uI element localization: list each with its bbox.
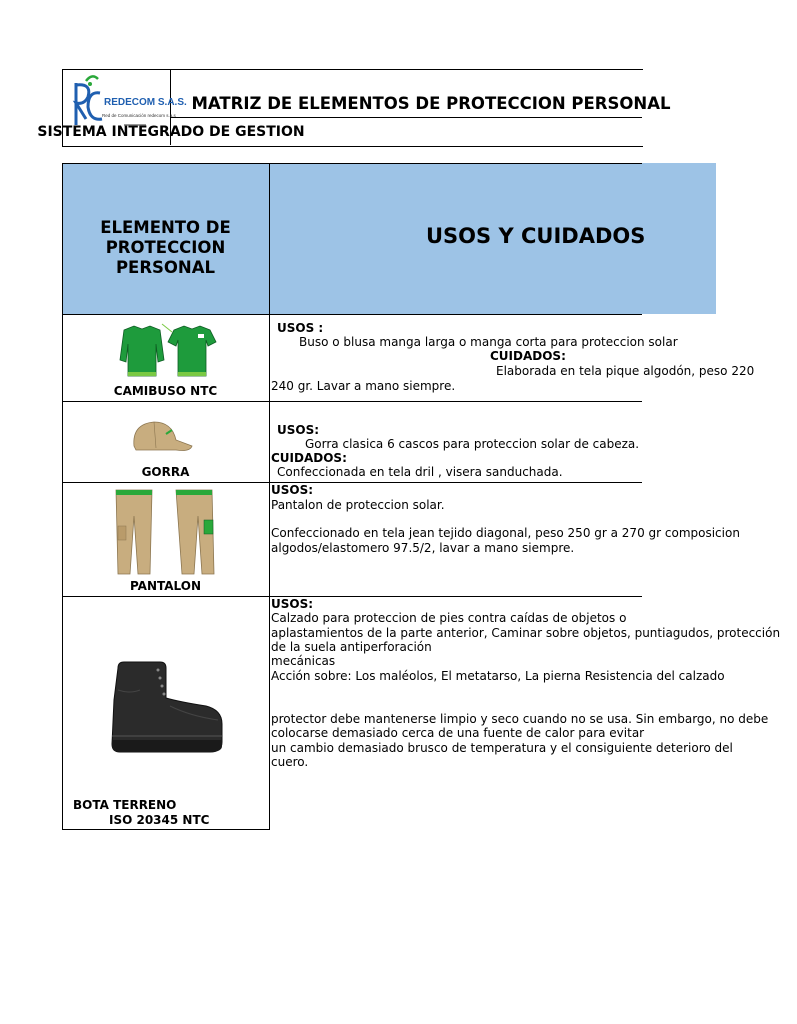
cuidados-text: Confeccionada en tela dril , visera sanduchada.	[277, 465, 563, 479]
row-border	[62, 829, 270, 830]
usos-text: Calzado para proteccion de pies contra caídas de objetos o	[271, 611, 627, 625]
cuidados-text: protector debe mantenerse limpio y seco cuando no se usa. Sin embargo, no debe	[271, 712, 769, 726]
cuidados-label: CUIDADOS:	[490, 349, 566, 363]
header-top-border	[270, 163, 642, 164]
column-divider	[269, 163, 270, 830]
cuidados-text: colocarse demasiado cerca de una fuente de calor para evitar	[271, 726, 645, 740]
usos-text: Gorra clasica 6 cascos para proteccion solar de cabeza.	[305, 437, 640, 451]
cap-icon	[128, 416, 196, 460]
item-name: GORRA	[141, 465, 190, 479]
usos-text: mecánicas	[271, 654, 336, 668]
boot-icon	[110, 660, 228, 760]
cuidados-text: cuero.	[271, 755, 309, 769]
item-standard: ISO 20345 NTC	[109, 813, 210, 827]
cuidados-text: Confeccionado en tela jean tejido diagonal, peso 250 gr a 270 gr composicion	[271, 526, 740, 540]
row-border	[62, 401, 642, 402]
document-title: MATRIZ DE ELEMENTOS DE PROTECCION PERSONAL	[191, 94, 671, 113]
usos-label: USOS:	[277, 423, 320, 437]
company-name: REDECOM S.A.S.	[104, 97, 187, 108]
item-name: BOTA TERRENO	[73, 798, 177, 812]
item-name: CAMIBUSO NTC	[113, 384, 218, 398]
usos-text: Pantalon de proteccion solar.	[271, 498, 445, 512]
document-subtitle: SISTEMA INTEGRADO DE GESTION	[37, 124, 305, 140]
shirt-icon	[112, 320, 222, 384]
usos-text: Acción sobre: Los maléolos, El metatarso, La pierna Resistencia del calzado	[271, 669, 725, 683]
cuidados-text: 240 gr. Lavar a mano siempre.	[271, 379, 456, 393]
row-border	[62, 596, 642, 597]
usos-label: USOS:	[271, 597, 314, 611]
usos-label: USOS:	[271, 483, 314, 497]
company-subname: Red de Comunicación redecom s.a.s	[102, 113, 176, 118]
item-name: PANTALON	[129, 579, 202, 593]
row-border	[62, 482, 642, 483]
cuidados-text: algodos/elastomero 97.5/2, lavar a mano siempre.	[271, 541, 575, 555]
cuidados-text: un cambio demasiado brusco de temperatura y el consiguiente deterioro del	[271, 741, 733, 755]
usos-label: USOS :	[277, 321, 324, 335]
col1-header: ELEMENTO DE PROTECCION PERSONAL	[100, 218, 231, 277]
row-border	[62, 314, 642, 315]
usos-text: de la suela antiperforación	[271, 640, 432, 654]
usos-text: Buso o blusa manga larga o manga corta para proteccion solar	[299, 335, 678, 349]
col2-header: USOS Y CUIDADOS	[426, 224, 646, 248]
cuidados-text: Elaborada en tela pique algodón, peso 220	[496, 364, 755, 378]
pants-icon	[108, 486, 226, 582]
cuidados-label: CUIDADOS:	[271, 451, 347, 465]
usos-text: aplastamientos de la parte anterior, Caminar sobre objetos, puntiagudos, protección	[271, 626, 781, 640]
